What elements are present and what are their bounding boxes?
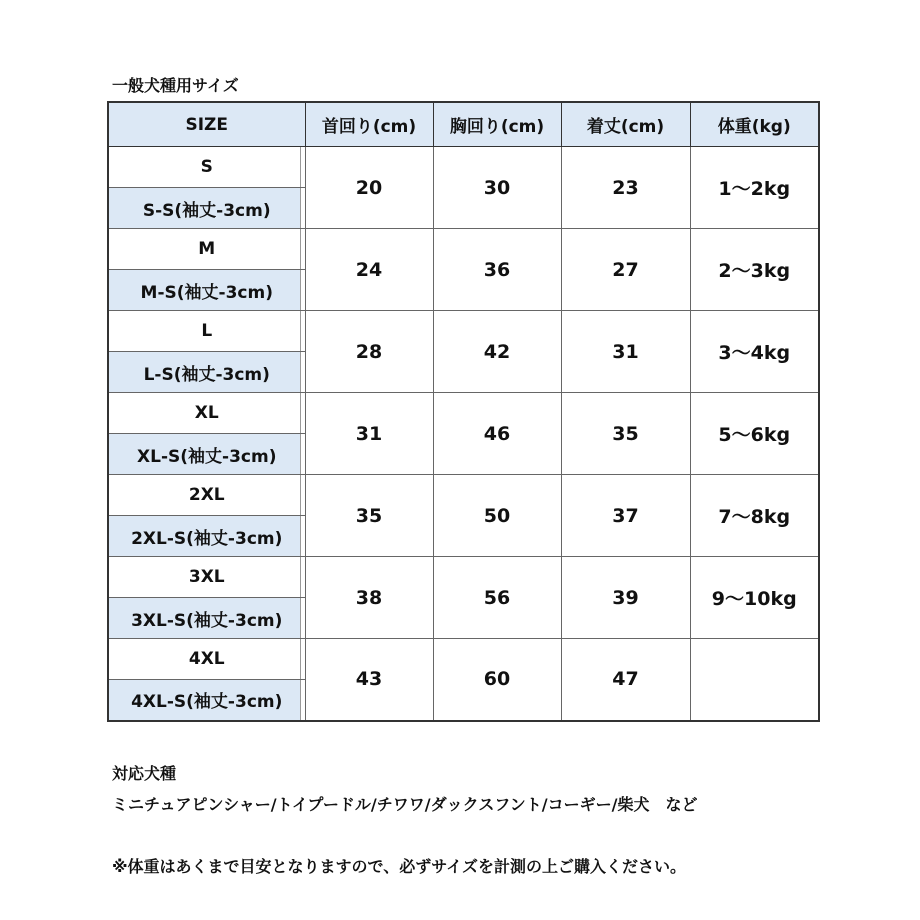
size-label: M [108,229,305,270]
header-weight: 体重(kg) [690,102,819,147]
sleeve-size-label: 3XL-S(袖丈-3cm) [108,598,305,639]
weight-value: 1〜2kg [690,147,819,229]
header-neck: 首回り(cm) [305,102,433,147]
size-row [108,557,819,598]
neck-value: 43 [305,639,433,721]
weight-value: 5〜6kg [690,393,819,475]
neck-value: 20 [305,147,433,229]
sleeve-size-label: 4XL-S(袖丈-3cm) [108,680,305,721]
size-row [108,147,819,188]
sleeve-size-label: 2XL-S(袖丈-3cm) [108,516,305,557]
weight-value: 7〜8kg [690,475,819,557]
weight-value: 3〜4kg [690,311,819,393]
size-row [108,311,819,352]
size-row [108,229,819,270]
size-row [108,393,819,434]
sleeve-size-label: L-S(袖丈-3cm) [108,352,305,393]
size-label: XL [108,393,305,434]
size-label: 2XL [108,475,305,516]
chest-value: 56 [433,557,561,639]
length-value: 23 [561,147,690,229]
neck-value: 28 [305,311,433,393]
size-row [108,475,819,516]
size-row [108,639,819,680]
chest-value: 46 [433,393,561,475]
neck-value: 31 [305,393,433,475]
size-label: S [108,147,305,188]
weight-value: 9〜10kg [690,557,819,639]
size-label: 4XL [108,639,305,680]
neck-value: 38 [305,557,433,639]
neck-value: 24 [305,229,433,311]
header-size: SIZE [108,102,305,147]
length-value: 31 [561,311,690,393]
length-value: 47 [561,639,690,721]
header-length: 着丈(cm) [561,102,690,147]
length-value: 37 [561,475,690,557]
chest-value: 60 [433,639,561,721]
chest-value: 36 [433,229,561,311]
table-title: 一般犬種用サイズ [112,76,239,95]
weight-value: 2〜3kg [690,229,819,311]
size-label: L [108,311,305,352]
size-label: 3XL [108,557,305,598]
length-value: 27 [561,229,690,311]
length-value: 39 [561,557,690,639]
breeds-heading: 対応犬種 [112,764,177,783]
chest-value: 50 [433,475,561,557]
breeds-list: ミニチュアピンシャー/トイプードル/チワワ/ダックスフント/コーギー/柴犬 など [112,795,698,814]
weight-value [690,639,819,721]
length-value: 35 [561,393,690,475]
size-table [107,101,820,722]
header-chest: 胸回り(cm) [433,102,561,147]
sleeve-size-label: S-S(袖丈-3cm) [108,188,305,229]
sleeve-size-label: M-S(袖丈-3cm) [108,270,305,311]
weight-note: ※体重はあくまで目安となりますので、必ずサイズを計測の上ご購入ください。 [112,857,686,876]
sleeve-size-label: XL-S(袖丈-3cm) [108,434,305,475]
header-row [108,102,819,147]
neck-value: 35 [305,475,433,557]
chest-value: 30 [433,147,561,229]
chest-value: 42 [433,311,561,393]
